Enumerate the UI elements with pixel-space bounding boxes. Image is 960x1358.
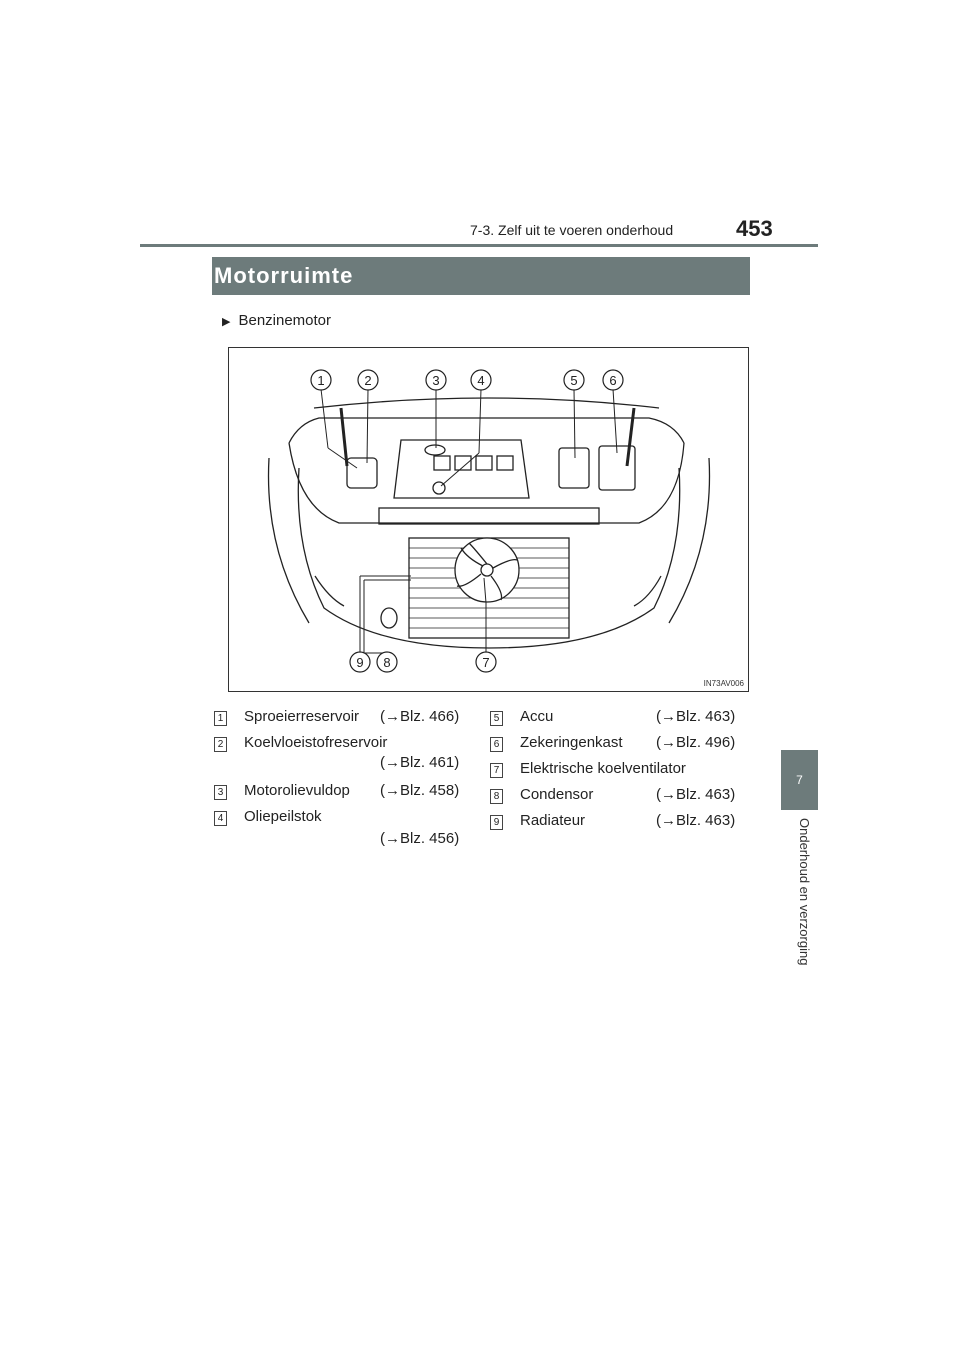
legend-ref-1: (→Blz. 466) <box>380 708 460 725</box>
legend-ref-3: (→Blz. 458) <box>380 782 460 799</box>
legend-ref-9: (→Blz. 463) <box>656 812 736 829</box>
subheading <box>222 312 331 329</box>
legend-label-7: Elektrische koelventilator <box>520 760 686 777</box>
legend-ref-2: (→Blz. 461) <box>380 754 460 771</box>
legend-number-3: 3 <box>214 785 227 800</box>
legend-label-9: Radiateur <box>520 812 586 829</box>
section-title: Motorruimte <box>214 263 354 288</box>
legend-label-5: Accu <box>520 708 554 725</box>
right-triangle-icon: ▶ <box>222 316 231 328</box>
legend-number-6: 6 <box>490 737 503 752</box>
legend-number-7: 7 <box>490 763 503 778</box>
callout-8: 8 <box>383 655 391 670</box>
legend-label-3: Motorolievuldop <box>244 782 350 799</box>
callout-3: 3 <box>432 373 440 388</box>
callout-6: 6 <box>609 373 617 388</box>
legend-ref-4: (→Blz. 456) <box>380 830 460 847</box>
legend-ref-6: (→Blz. 496) <box>656 734 736 751</box>
callout-4: 4 <box>477 373 485 388</box>
legend-ref-8: (→Blz. 463) <box>656 786 736 803</box>
legend-label-1: Sproeierreservoir <box>244 708 360 725</box>
callout-9: 9 <box>356 655 364 670</box>
legend-number-9: 9 <box>490 815 503 830</box>
engine-bay-illustration <box>229 348 748 691</box>
legend-label-6: Zekeringenkast <box>520 734 623 751</box>
callout-7: 7 <box>482 655 490 670</box>
figure-code: IN73AV006 <box>703 679 744 688</box>
chapter-tab: 7 <box>781 750 818 810</box>
legend-number-2: 2 <box>214 737 227 752</box>
header-rule <box>140 244 818 247</box>
subheading-text: Benzinemotor <box>238 312 332 329</box>
chapter-title: Onderhoud en verzorging <box>797 818 812 966</box>
legend-label-4: Oliepeilstok <box>244 808 322 825</box>
legend-number-1: 1 <box>214 711 227 726</box>
page-number: 453 <box>736 216 773 241</box>
legend-number-5: 5 <box>490 711 503 726</box>
engine-bay-figure <box>228 347 749 692</box>
running-header-section: 7-3. Zelf uit te voeren onderhoud <box>470 222 674 238</box>
legend-label-8: Condensor <box>520 786 594 803</box>
callout-1: 1 <box>317 373 325 388</box>
legend-ref-5: (→Blz. 463) <box>656 708 736 725</box>
callout-2: 2 <box>364 373 372 388</box>
callout-5: 5 <box>570 373 578 388</box>
legend-label-2: Koelvloeistofreservoir <box>244 734 388 751</box>
legend-number-8: 8 <box>490 789 503 804</box>
legend-number-4: 4 <box>214 811 227 826</box>
